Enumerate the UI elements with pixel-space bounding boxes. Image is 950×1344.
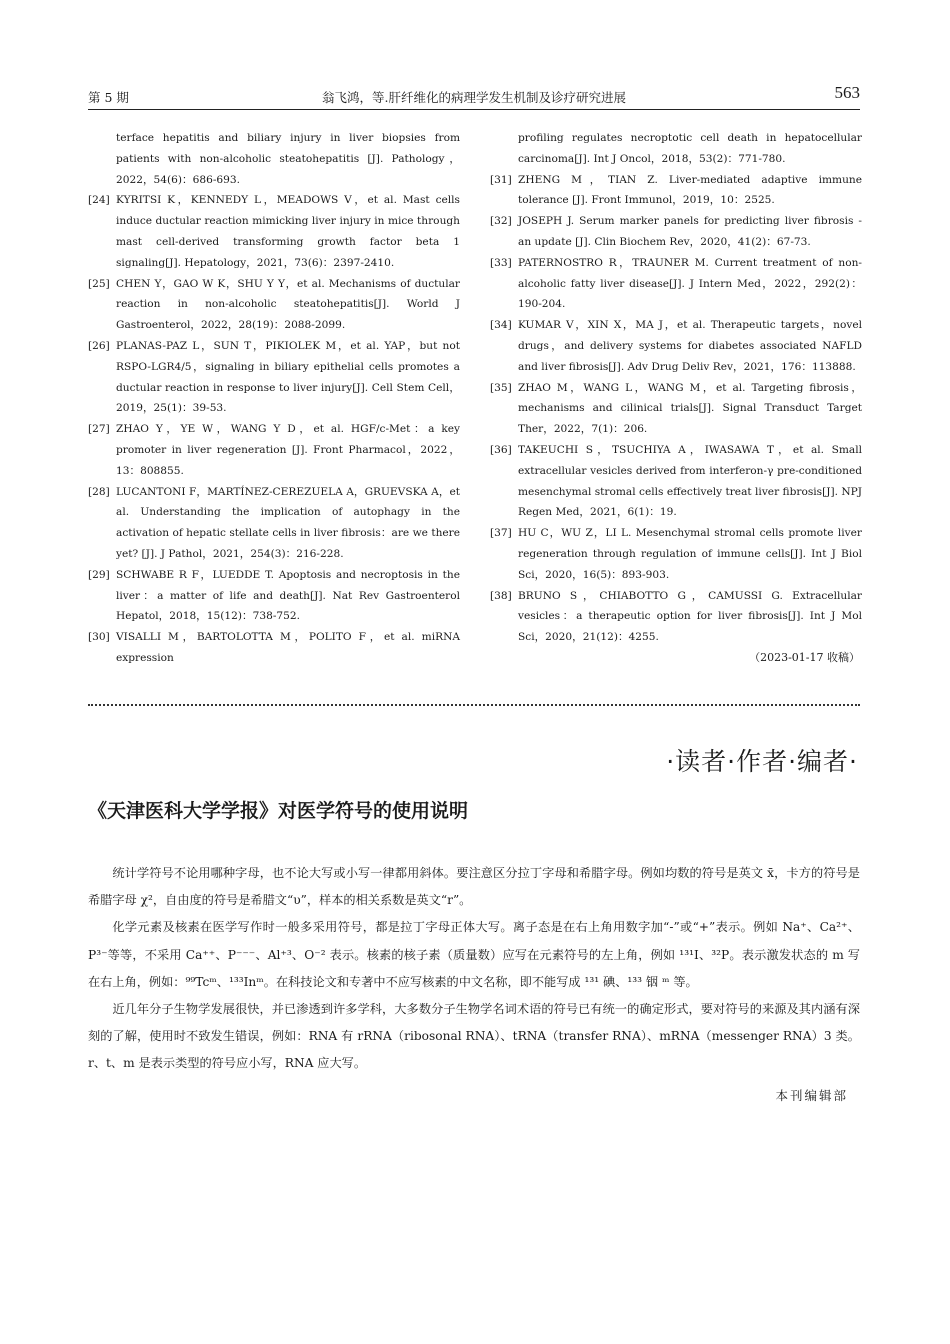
reference-text: SCHWABE R F，LUEDDE T. Apoptosis and necroptosis in the liver：a matter of life and death[J]. Nat Rev Gastroenterol Hepatol，2018，15(12)：738-752. xyxy=(116,568,460,623)
reference-text: PLANAS-PAZ L，SUN T，PIKIOLEK M，et al. YAP，but not RSPO-LGR4/5，signaling in biliary epithelial cells promotes a ductular reaction in response to liver injury[J]. Cell Stem Cell，2019，25(1)：39-53. xyxy=(116,339,460,415)
reference-item xyxy=(490,440,862,523)
reference-text: TAKEUCHI S，TSUCHIYA A，IWASAWA T，et al. Small extracellular vesicles derived from interferon-γ pre-conditioned mesenchymal stromal cells effectively treat liver fibrosis[J]. NPJ Regen Med，2021，6(1)：19. xyxy=(518,443,862,519)
article-paragraph: 统计学符号不论用哪种字母，也不论大写或小写一律都用斜体。要注意区分拉丁字母和希腊字母。例如均数的符号是英文 x̄，卡方的符号是希腊字母 χ²，自由度的符号是希腊文“υ”，样本的相关系数是英文“r”。 xyxy=(88,866,860,908)
reference-text: LUCANTONI F，MARTÍNEZ-CEREZUELA A，GRUEVSKA A，et al. Understanding the implication of autophagy in the activation of hepatic stellate cells in liver fibrosis：are we there yet? [J]. J Pathol，2021，254(3)：216-228. xyxy=(116,485,460,560)
reference-number: [34] xyxy=(490,319,512,332)
reference-number: [35] xyxy=(490,381,512,394)
reference-number: [37] xyxy=(490,527,512,540)
references-left-column xyxy=(88,128,460,669)
reference-item xyxy=(490,211,862,253)
references-right-column xyxy=(490,128,862,669)
reference-item xyxy=(490,378,862,440)
article-paragraph: 近几年分子生物学发展很快，并已渗透到许多学科，大多数分子生物学名词术语的符号已有统一的确定形式，要对符号的来源及其内涵有深刻的了解，使用时不致发生错误，例如：RNA 有 rRNA（ribosonal RNA）、tRNA（transfer RNA）、mRNA（messenger RNA）3 类。r、t、m 是表示类型的符号应小写，RNA 应大写。 xyxy=(88,1002,860,1071)
reference-number: [32] xyxy=(490,215,512,228)
editorial-signature: 本刊编辑部 xyxy=(775,1088,848,1103)
reference-number: [27] xyxy=(88,423,110,436)
reference-item xyxy=(490,315,862,377)
reference-item xyxy=(490,523,862,585)
reference-number: [29] xyxy=(88,568,110,581)
reference-number: [36] xyxy=(490,443,512,456)
header-rule xyxy=(88,109,860,110)
page-number: 563 xyxy=(834,83,860,102)
page-header xyxy=(88,83,860,108)
reference-text: CHEN Y，GAO W K，SHU Y Y，et al. Mechanisms of ductular reaction in non-alcoholic steatohepatitis[J]. World J Gastroenterol，2022，28(19)：2088-2099. xyxy=(116,277,460,332)
reference-number: [26] xyxy=(88,339,110,352)
reference-item xyxy=(88,482,460,565)
reference-number: [38] xyxy=(490,589,512,602)
reference-text: profiling regulates necroptotic cell death in hepatocellular carcinoma[J]. Int J Oncol，2018，53(2)：771-780. xyxy=(518,132,862,165)
reference-text: KUMAR V，XIN X，MA J，et al. Therapeutic targets，novel drugs，and delivery systems for diabetes associated NAFLD and liver fibrosis[J]. Adv Drug Deliv Rev，2021，176：113888. xyxy=(518,319,862,373)
running-title: 翁飞鸿，等.肝纤维化的病理学发生机制及诊疗研究进展 xyxy=(322,90,626,105)
reference-item xyxy=(88,336,460,419)
article-title: 《天津医科大学学报》对医学符号的使用说明 xyxy=(88,800,469,822)
reference-text: ZHAO M，WANG L，WANG M，et al. Targeting fibrosis，mechanisms and cilinical trials[J]. Signal Transduct Target Ther，2022，7(1)：206. xyxy=(518,381,862,436)
issue-label: 第 5 期 xyxy=(88,90,129,105)
reference-item xyxy=(490,586,862,648)
reference-number: [33] xyxy=(490,256,512,269)
reference-text: ZHENG M，TIAN Z. Liver-mediated adaptive immune tolerance [J]. Front Immunol，2019，10：2525. xyxy=(518,173,862,207)
reference-item xyxy=(490,253,862,315)
reference-item xyxy=(88,627,460,669)
reference-item xyxy=(88,128,460,190)
reference-number: [30] xyxy=(88,631,110,644)
reference-text: KYRITSI K，KENNEDY L，MEADOWS V，et al. Mast cells induce ductular reaction mimicking liver injury in mice through mast cell-derived transforming growth factor beta 1 signaling[J]. Hepatology，2021，73(6)：2397-2410. xyxy=(116,194,460,269)
reference-number: [28] xyxy=(88,485,110,498)
reference-item xyxy=(490,128,862,170)
section-tag: ·读者·作者·编者· xyxy=(666,747,858,776)
reference-text: JOSEPH J. Serum marker panels for predicting liver fibrosis - an update [J]. Clin Biochem Rev，2020，41(2)：67-73. xyxy=(518,215,862,248)
reference-item xyxy=(88,190,460,273)
reference-item xyxy=(88,419,460,481)
article-paragraph: 化学元素及核素在医学写作时一般多采用符号，都是拉丁字母正体大写。离子态是在右上角用数字加“-”或“+”表示。例如 Na⁺、Ca²⁺、P³⁻等等，不采用 Ca⁺⁺、P⁻⁻⁻、Al⁺³、O⁻² 表示。核素的核子素（质量数）应写在元素符号的左上角，例如 ¹³¹I、³²P。表示激发状态的 m 写在右上角，例如：⁹⁹Tcᵐ、¹³³Inᵐ。在科技论文和专著中不应写核素的中文名称，即不能写成 ¹³¹ 碘、¹³³ 铟 ᵐ 等。 xyxy=(88,920,860,989)
reference-text: terface hepatitis and biliary injury in liver biopsies from patients with non-alcoholic steatohepatitis [J]. Pathology，2022，54(6)：686-693. xyxy=(116,132,460,186)
reference-item xyxy=(490,170,862,212)
reference-number: [24] xyxy=(88,194,110,207)
reference-item xyxy=(88,274,460,336)
reference-item xyxy=(88,565,460,627)
reference-text: VISALLI M，BARTOLOTTA M，POLITO F，et al. miRNA expression xyxy=(116,631,460,664)
reference-text: BRUNO S，CHIABOTTO G，CAMUSSI G. Extracellular vesicles：a therapeutic option for liver fibrosis[J]. Int J Mol Sci，2020，21(12)：4255. xyxy=(518,589,862,644)
article-body xyxy=(88,860,860,1078)
reference-text: PATERNOSTRO R，TRAUNER M. Current treatment of non-alcoholic fatty liver disease[J]. J Intern Med，2022，292(2)：190-204. xyxy=(518,256,862,311)
reference-number: [25] xyxy=(88,277,110,290)
reference-number: [31] xyxy=(490,173,512,186)
reference-text: HU C，WU Z，LI L. Mesenchymal stromal cells promote liver regeneration through regulation of immune cells[J]. Int J Biol Sci，2020，16(5)：893-903. xyxy=(518,527,862,581)
received-date: （2023-01-17 收稿） xyxy=(749,650,860,664)
reference-text: ZHAO Y，YE W，WANG Y D，et al. HGF/c-Met：a key promoter in liver regeneration [J]. Front Pharmacol，2022，13：808855. xyxy=(116,423,460,477)
section-divider xyxy=(88,704,860,706)
